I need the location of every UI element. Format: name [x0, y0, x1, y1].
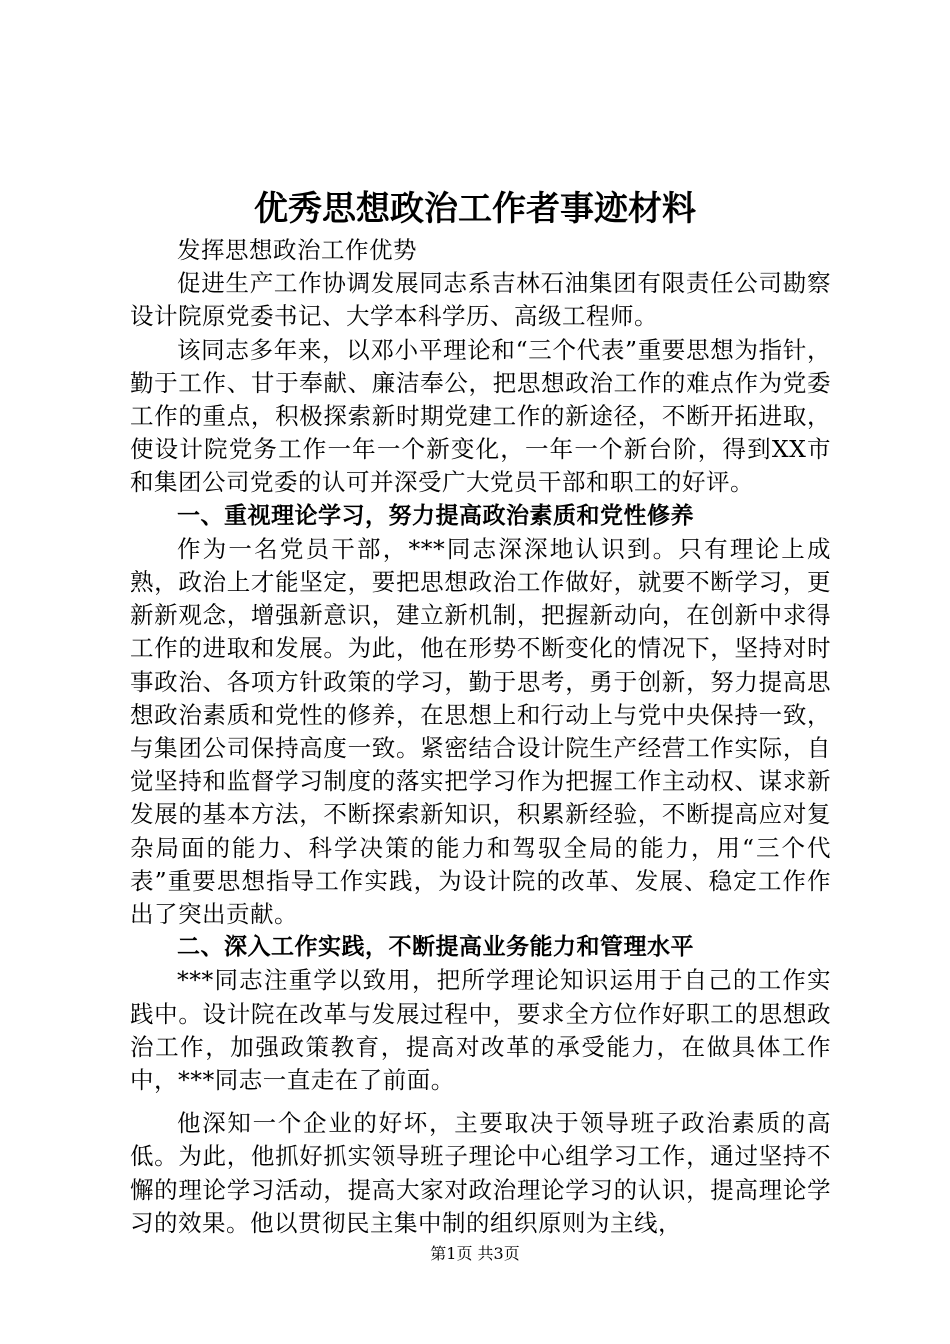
section-heading-2: 二、深入工作实践，不断提高业务能力和管理水平: [177, 934, 694, 961]
page-footer: 第1页 共3页: [430, 1244, 520, 1263]
paragraph-subtitle: 发挥思想政治工作优势: [177, 236, 417, 264]
document-body: [130, 234, 831, 1240]
paragraph-section-2a: ***同志注重学以致用，把所学理论知识运用于自己的工作实践中。设计院在改革与发展过程中，要求全方位作好职工的思想政治工作，加强政策教育，提高对改革的承受能力，在做具体工作中，***同志一直走在了前面。: [130, 966, 831, 1095]
paragraph-intro: 促进生产工作协调发展同志系吉林石油集团有限责任公司勘察设计院原党委书记、大学本科学历、高级工程师。: [130, 269, 831, 331]
paragraph-summary: 该同志多年来，以邓小平理论和“三个代表”重要思想为指针，勤于工作、甘于奉献、廉洁奉公，把思想政治工作的难点作为党委工作的重点，积极探索新时期党建工作的新途径，不断开拓进取，使设计院党务工作一年一个新变化，一年一个新台阶，得到XX市和集团公司党委的认可并深受广大党员干部和职工的好评。: [130, 335, 831, 497]
paragraph-section-2b: 他深知一个企业的好坏，主要取决于领导班子政治素质的高低。为此，他抓好抓实领导班子理论中心组学习工作，通过坚持不懈的理论学习活动，提高大家对政治理论学习的认识，提高理论学习的效果。他以贯彻民主集中制的组织原则为主线，: [130, 1109, 831, 1237]
document-title: 优秀思想政治工作者事迹材料: [254, 189, 696, 229]
section-heading-1: 一、重视理论学习，努力提高政治素质和党性修养: [177, 502, 694, 529]
paragraph-section-1: 作为一名党员干部，***同志深深地认识到。只有理论上成熟，政治上才能坚定，要把思想政治工作做好，就要不断学习，更新新观念，增强新意识，建立新机制，把握新动向，在创新中求得工作的进取和发展。为此，他在形势不断变化的情况下，坚持对时事政治、各项方针政策的学习，勤于思考，勇于创新，努力提高思想政治素质和党性的修养，在思想上和行动上与党中央保持一致，与集团公司保持高度一致。紧密结合设计院生产经营工作实际，自觉坚持和监督学习制度的落实把学习作为把握工作主动权、谋求新发展的基本方法，不断探索新知识，积累新经验，不断提高应对复杂局面的能力、科学决策的能力和驾驭全局的能力，用“三个代表”重要思想指导工作实践，为设计院的改革、发展、稳定工作作出了突出贡献。: [130, 534, 831, 929]
